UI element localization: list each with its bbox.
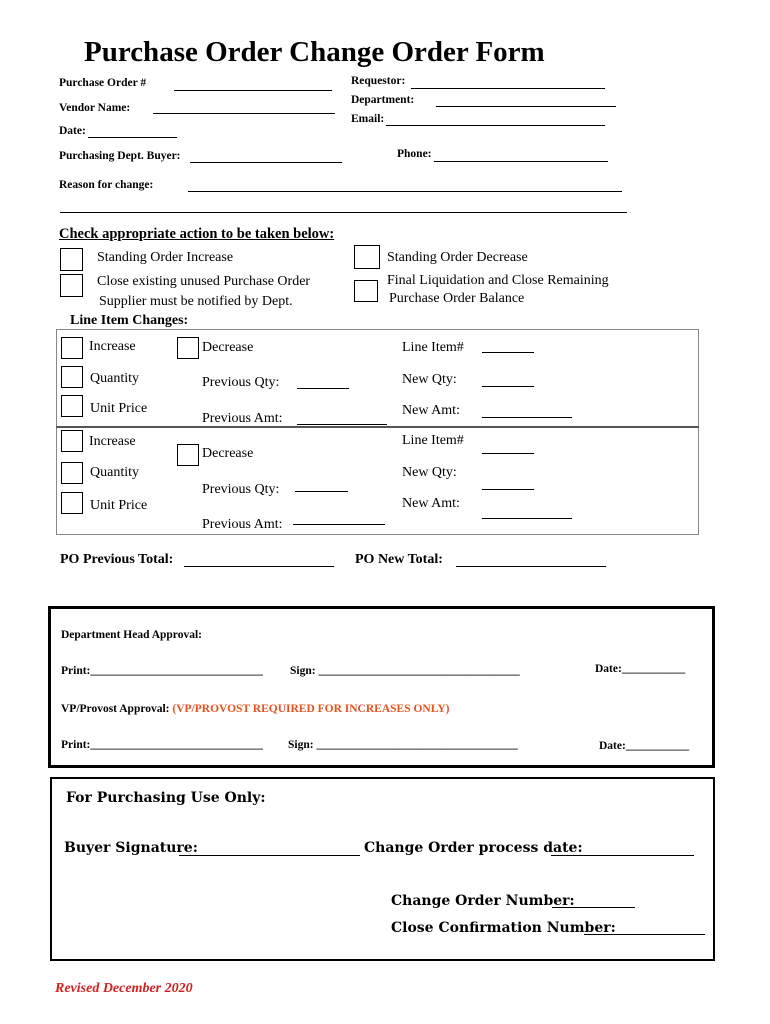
unit-price-checkbox-2[interactable] [61,492,83,514]
previous-amt-label-1: Previous Amt: [202,411,283,426]
quantity-checkbox-1[interactable] [61,366,83,388]
increase-checkbox-2[interactable] [61,430,83,452]
previous-amt-field-2[interactable] [293,524,385,525]
new-amt-label-1: New Amt: [402,403,460,418]
close-po-label-2: Supplier must be notified by Dept. [99,294,293,309]
buyer-signature-field[interactable] [179,855,360,856]
line-items-divider [56,426,699,428]
previous-qty-label-1: Previous Qty: [202,375,280,390]
email-field[interactable] [386,125,605,126]
date-field[interactable] [88,137,177,138]
decrease-checkbox-2[interactable] [177,444,199,466]
new-amt-field-1[interactable] [482,417,572,418]
unit-price-label-1: Unit Price [90,401,148,416]
buyer-label: Purchasing Dept. Buyer: [59,150,181,162]
unit-price-checkbox-1[interactable] [61,395,83,417]
previous-amt-label-2: Previous Amt: [202,517,283,532]
new-amt-label-2: New Amt: [402,496,460,511]
final-liquidation-label-2: Purchase Order Balance [389,291,525,306]
vendor-name-field[interactable] [153,113,335,114]
line-item-no-label-1: Line Item# [402,340,464,355]
phone-field[interactable] [434,161,608,162]
increase-checkbox-1[interactable] [61,337,83,359]
po-previous-total-field[interactable] [184,566,334,567]
buyer-field[interactable] [190,162,342,163]
increase-label-2: Increase [89,434,136,449]
line-item-no-field-2[interactable] [482,453,534,454]
close-confirmation-field[interactable] [584,934,705,935]
close-po-checkbox[interactable] [60,274,83,297]
quantity-label-1: Quantity [90,371,139,386]
quantity-checkbox-2[interactable] [61,462,83,484]
po-number-label: Purchase Order # [59,77,147,89]
po-new-total-label: PO New Total: [355,552,443,567]
unit-price-label-2: Unit Price [90,498,148,513]
line-item-no-label-2: Line Item# [402,433,464,448]
close-po-label-1: Close existing unused Purchase Order [97,274,311,289]
reason-field[interactable] [188,191,622,192]
vp-approval-label-text: VP/Provost Approval: [61,703,170,715]
requestor-field[interactable] [411,88,605,89]
vp-sign-field[interactable]: Sign: ___________________________________ [288,739,518,751]
po-previous-total-label: PO Previous Total: [60,552,174,567]
dept-head-sign-field[interactable]: Sign: ___________________________________ [290,665,520,677]
dept-head-print-field[interactable]: Print:______________________________ [61,665,263,677]
buyer-signature-label: Buyer Signature: [64,840,198,856]
line-item-no-field-1[interactable] [482,352,534,353]
email-label: Email: [351,113,385,125]
new-qty-field-2[interactable] [482,489,534,490]
quantity-label-2: Quantity [90,465,139,480]
vp-approval-label [61,703,449,715]
previous-qty-field-1[interactable] [297,388,349,389]
department-label: Department: [351,94,415,106]
requestor-label: Requestor: [351,75,406,87]
reason-field-line-2[interactable] [60,212,627,213]
previous-qty-field-2[interactable] [295,491,348,492]
change-order-number-field[interactable] [552,907,635,908]
process-date-field[interactable] [551,855,694,856]
decrease-label-2: Decrease [202,446,254,461]
standing-decrease-label: Standing Order Decrease [387,250,528,265]
dept-head-approval-label: Department Head Approval: [61,629,202,641]
decrease-label-1: Decrease [202,340,254,355]
date-label: Date: [59,125,86,137]
standing-decrease-checkbox[interactable] [354,245,380,269]
close-confirmation-label: Close Confirmation Number: [391,920,616,936]
vp-print-field[interactable]: Print:______________________________ [61,739,263,751]
change-order-number-label: Change Order Number: [391,893,575,909]
actions-heading: Check appropriate action to be taken below: [59,226,335,242]
line-items-table [56,329,699,535]
final-liquidation-label-1: Final Liquidation and Close Remaining [387,273,609,288]
new-amt-field-2[interactable] [482,518,572,519]
final-liquidation-checkbox[interactable] [354,280,378,302]
process-date-label: Change Order process date: [364,840,583,856]
vendor-name-label: Vendor Name: [59,102,131,114]
page-title: Purchase Order Change Order Form [84,36,545,68]
previous-qty-label-2: Previous Qty: [202,482,280,497]
reason-label: Reason for change: [59,179,154,191]
standing-increase-checkbox[interactable] [60,248,83,271]
vp-date-field[interactable]: Date:___________ [599,740,690,752]
dept-head-date-field[interactable]: Date:___________ [595,663,686,675]
decrease-checkbox-1[interactable] [177,337,199,359]
new-qty-label-2: New Qty: [402,465,457,480]
new-qty-label-1: New Qty: [402,372,457,387]
po-number-field[interactable] [174,90,332,91]
increase-label-1: Increase [89,339,136,354]
line-items-heading: Line Item Changes: [70,313,189,328]
vp-approval-note: (VP/PROVOST REQUIRED FOR INCREASES ONLY) [172,703,450,715]
revised-note: Revised December 2020 [55,981,193,996]
po-new-total-field[interactable] [456,566,606,567]
new-qty-field-1[interactable] [482,386,534,387]
phone-label: Phone: [397,148,432,160]
standing-increase-label: Standing Order Increase [97,250,234,265]
department-field[interactable] [436,106,616,107]
previous-amt-field-1[interactable] [297,424,387,425]
purchasing-heading: For Purchasing Use Only: [66,790,266,806]
